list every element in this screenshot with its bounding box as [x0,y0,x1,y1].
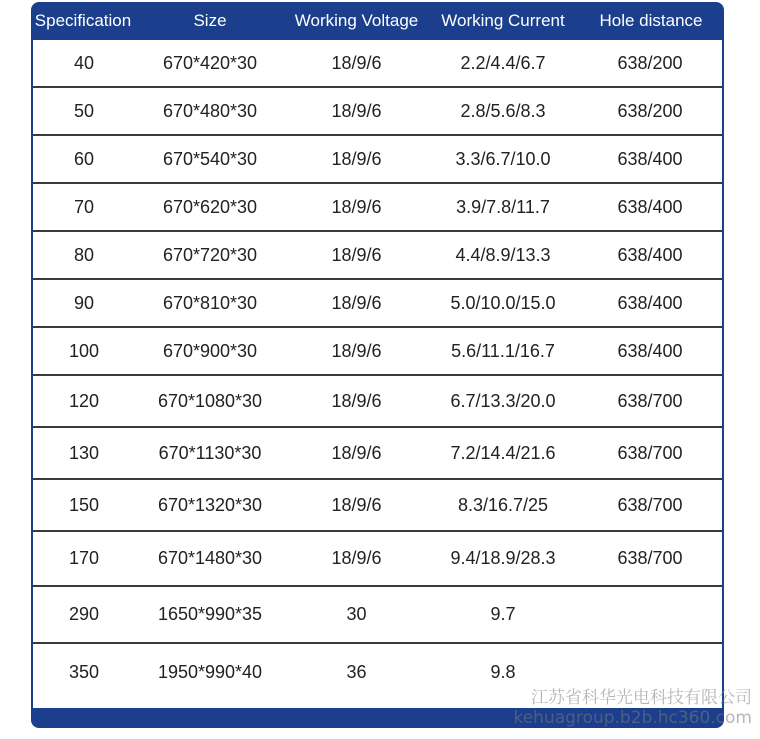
cell-size: 670*1320*30 [157,494,263,515]
table-row [33,328,722,376]
cell-working-voltage: 18/9/6 [331,340,382,361]
table-row [33,480,722,532]
cell-size: 670*1480*30 [157,548,263,568]
cell-hole-distance: 638/700 [617,548,683,568]
cell-working-voltage: 18/9/6 [331,148,382,169]
table-row [33,428,722,480]
header-hole-distance: Hole distance [599,11,703,30]
cell-size: 670*620*30 [162,196,258,217]
cell-working-voltage: 18/9/6 [331,100,382,121]
cell-working-current: 5.0/10.0/15.0 [450,292,556,313]
cell-hole-distance: 638/400 [617,148,683,169]
cell-hole-distance: 638/400 [617,196,683,217]
cell-working-voltage: 36 [346,661,367,682]
cell-working-voltage: 18/9/6 [331,442,382,463]
cell-size: 1950*990*40 [157,661,263,682]
table-row [33,532,722,587]
table-row [33,376,722,428]
cell-working-current: 3.9/7.8/11.7 [456,196,550,217]
table-row [33,184,722,232]
cell-hole-distance: 638/200 [617,52,683,73]
cell-working-current: 9.8 [490,661,516,682]
cell-working-current: 5.6/11.1/16.7 [451,340,555,361]
cell-specification: 40 [73,52,95,73]
cell-working-voltage: 18/9/6 [331,52,382,73]
cell-size: 670*540*30 [162,148,258,169]
cell-specification: 130 [68,442,100,463]
watermark-company: 江苏省科华光电科技有限公司 [531,688,752,708]
cell-working-current: 2.8/5.6/8.3 [460,100,546,121]
cell-working-voltage: 30 [346,604,367,624]
table-row [33,232,722,280]
cell-hole-distance [578,587,722,642]
cell-working-voltage: 18/9/6 [331,390,382,411]
cell-size: 670*900*30 [162,340,258,361]
cell-working-voltage: 18/9/6 [331,244,382,265]
header-specification: Specification [34,11,132,30]
header-size: Size [193,11,227,30]
cell-working-current: 4.4/8.9/13.3 [455,244,551,265]
cell-working-current: 2.2/4.4/6.7 [460,52,546,73]
table-row [33,88,722,136]
header-working-current: Working Current [441,11,565,30]
cell-specification: 350 [68,661,100,682]
cell-specification: 60 [73,148,95,169]
cell-hole-distance: 638/400 [617,292,683,313]
cell-size: 670*1130*30 [158,442,262,463]
cell-specification: 170 [68,548,100,568]
cell-hole-distance: 638/200 [617,100,683,121]
cell-specification: 90 [73,292,95,313]
cell-working-voltage: 18/9/6 [331,494,382,515]
cell-working-voltage: 18/9/6 [331,292,382,313]
spec-table [31,2,724,728]
table-row [33,587,722,644]
cell-working-voltage: 18/9/6 [331,196,382,217]
cell-size: 670*420*30 [162,52,258,73]
cell-working-current: 9.7 [490,604,516,624]
cell-specification: 120 [68,390,100,411]
cell-hole-distance: 638/700 [617,494,683,515]
cell-size: 670*810*30 [162,292,258,313]
cell-working-voltage: 18/9/6 [331,548,382,568]
watermark [513,688,752,728]
cell-working-current: 3.3/6.7/10.0 [455,148,551,169]
cell-working-current: 8.3/16.7/25 [457,494,549,515]
table-row [33,40,722,88]
cell-working-current: 9.4/18.9/28.3 [450,548,556,568]
cell-size: 1650*990*35 [157,604,263,624]
cell-specification: 80 [73,244,95,265]
cell-size: 670*480*30 [162,100,258,121]
cell-size: 670*720*30 [162,244,258,265]
cell-working-current: 6.7/13.3/20.0 [450,390,556,411]
table-header [31,2,724,40]
cell-size: 670*1080*30 [157,390,263,411]
table-row [33,280,722,328]
cell-specification: 50 [73,100,95,121]
table-body [33,40,722,708]
cell-hole-distance: 638/700 [617,390,683,411]
cell-hole-distance: 638/400 [617,340,683,361]
cell-specification: 290 [68,604,100,624]
table-row [33,136,722,184]
cell-specification: 100 [68,340,100,361]
cell-specification: 70 [73,196,95,217]
watermark-url: kehuagroup.b2b.hc360.com [513,708,752,728]
cell-hole-distance: 638/700 [617,442,683,463]
cell-hole-distance: 638/400 [617,244,683,265]
header-working-voltage: Working Voltage [294,11,419,30]
cell-specification: 150 [68,494,100,515]
cell-working-current: 7.2/14.4/21.6 [450,442,556,463]
